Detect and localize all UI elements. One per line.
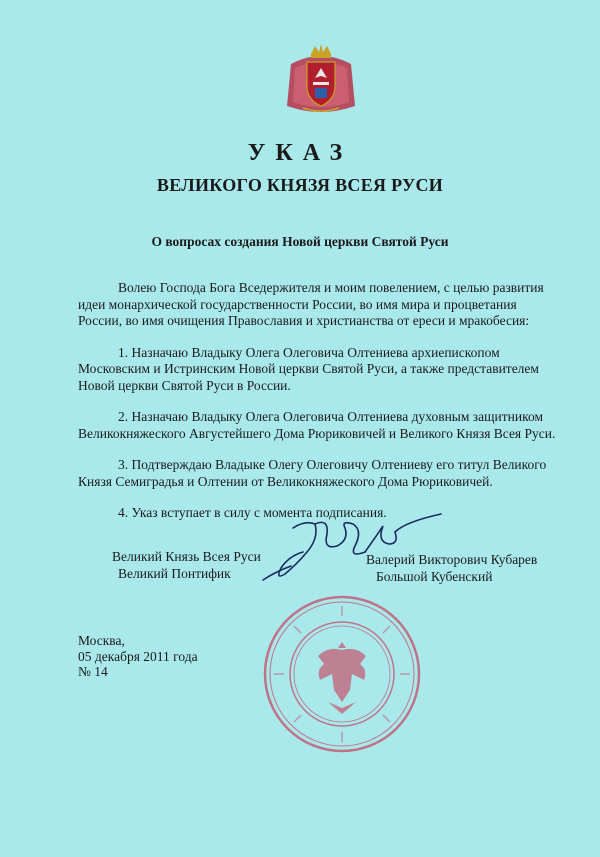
signatory-right-name: Валерий Викторович Кубарев (366, 552, 538, 567)
city: Москва, (78, 633, 125, 648)
signatory-left-title: Великий Князь Всея Руси (112, 549, 261, 564)
decree-subject: О вопросах создания Новой церкви Святой Руси (151, 234, 449, 249)
decree-item-3: 3. Подтверждаю Владыке Олегу Олеговичу Олтениеву его титул Великого Князя Семиградья и Олтении от Великокняжеского Дома Рюриковичей. (78, 457, 547, 489)
date: 05 декабря 2011 года (78, 648, 198, 664)
signatory-left (112, 548, 261, 582)
place-date-block (78, 633, 198, 680)
preamble-paragraph: Волею Господа Бога Вседержителя и моим повелением, с целью развития идеи монархической государственности России, во имя мира и процветания России, во имя очищения Православия и христианства от ереси и мракобесия: (78, 280, 544, 328)
signatory-right (366, 551, 537, 585)
decree-title: УКАЗ (247, 140, 353, 166)
signatory-right-title: Большой Кубенский (376, 569, 493, 584)
decree-item-4: 4. Указ вступает в силу с момента подписания. (118, 505, 387, 520)
decree-item-2: 2. Назначаю Владыку Олега Олеговича Олтениева духовным защитником Великокняжеского Августейшего Дома Рюриковичей и Великого Князя Всея Руси. (78, 409, 556, 441)
decree-body (78, 280, 562, 537)
signatory-left-subtitle: Великий Понтифик (118, 566, 231, 581)
decree-subtitle: ВЕЛИКОГО КНЯЗЯ ВСЕЯ РУСИ (156, 175, 444, 195)
decree-number: № 14 (78, 664, 108, 679)
decree-item-1: 1. Назначаю Владыку Олега Олеговича Олтениева архиепископом Московским и Истринским Новой церкви Святой Руси, а также представителем Новой церкви Святой Руси в России. (78, 344, 539, 393)
coat-of-arms-icon (283, 42, 359, 118)
seal-stamp-icon (262, 594, 422, 754)
